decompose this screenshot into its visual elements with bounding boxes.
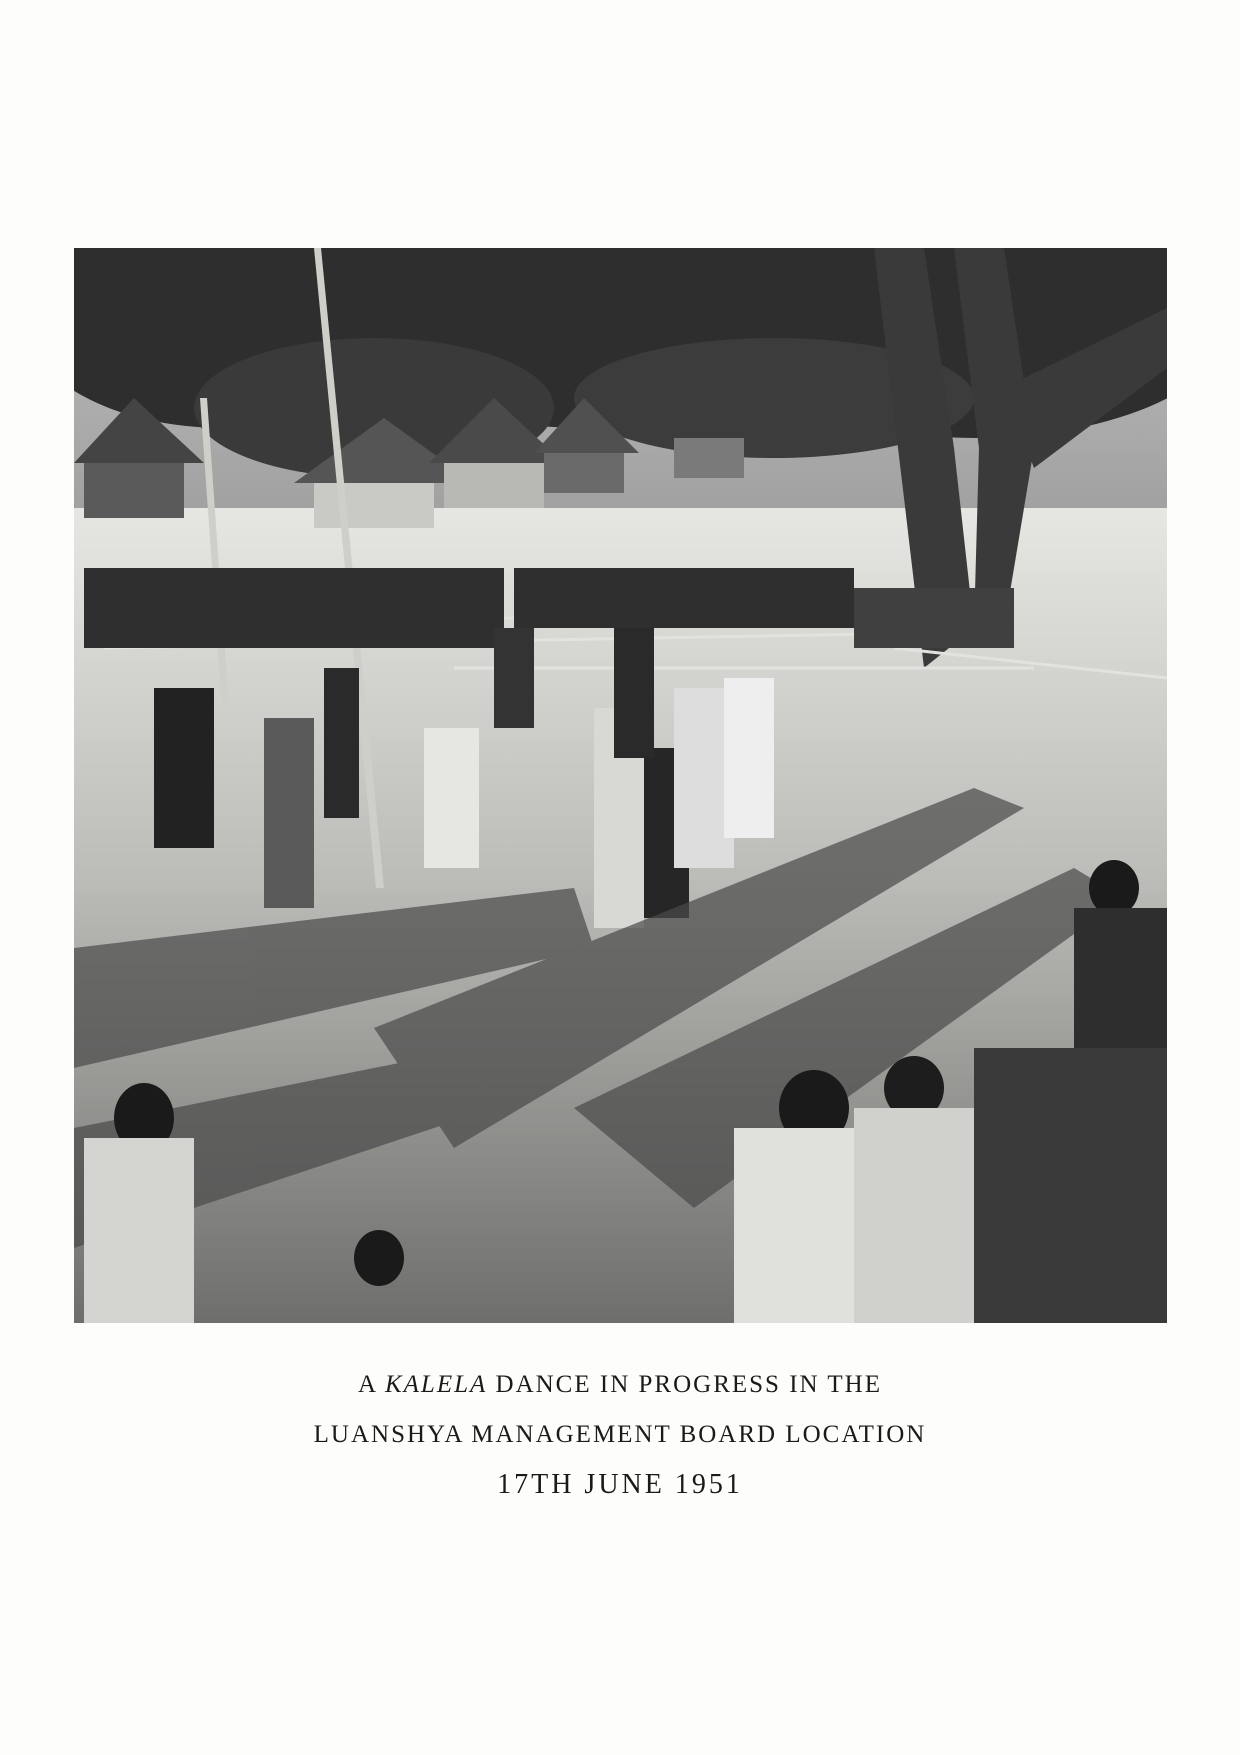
caption-date: 17TH JUNE 1951 (497, 1469, 743, 1500)
caption-line-2: LUANSHYA MANAGEMENT BOARD LOCATION (313, 1421, 927, 1448)
photo-scene (74, 248, 1167, 1323)
caption-line-1-end: DANCE IN PROGRESS IN THE (487, 1371, 882, 1398)
photograph (74, 248, 1167, 1323)
caption-line-1-start: A (358, 1371, 385, 1398)
photo-caption (0, 1360, 1240, 1510)
caption-line-1 (0, 1360, 1240, 1410)
caption-kalela: KALELA (384, 1371, 488, 1398)
